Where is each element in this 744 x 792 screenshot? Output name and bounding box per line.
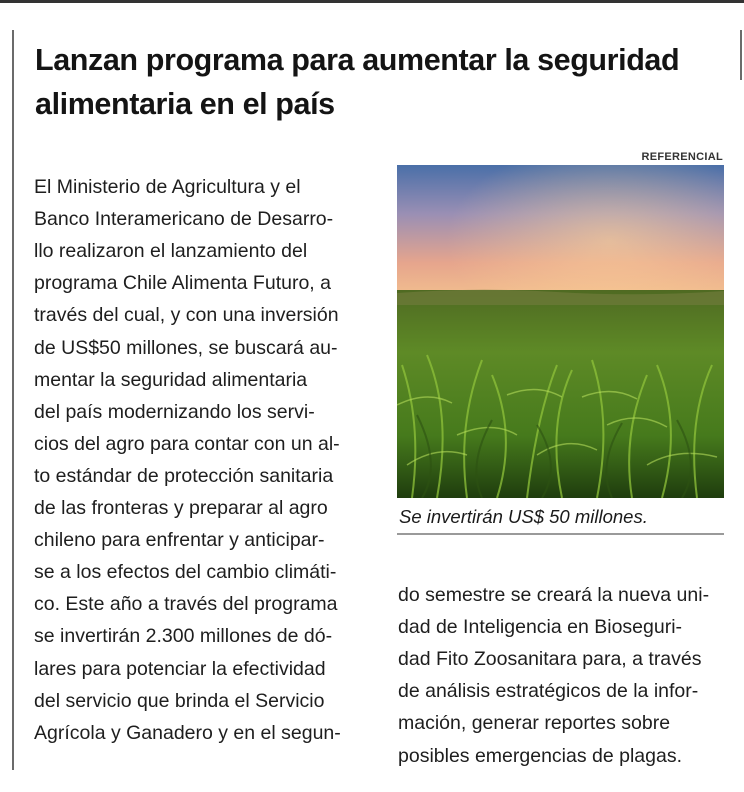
right-column-rule [740, 30, 742, 80]
body-text-line: se invertirán 2.300 millones de dó- [34, 625, 333, 648]
body-text-line: mentar la seguridad alimentaria [34, 368, 308, 391]
cornfield-photo [397, 165, 724, 498]
body-text-line: se a los efectos del cambio climáti- [34, 561, 337, 584]
caption-rule [397, 533, 724, 535]
body-text-line: cios del agro para contar con un al- [34, 432, 340, 455]
body-text-line: mación, generar reportes sobre [398, 712, 671, 735]
body-text-line: Agrícola y Ganadero y en el segun- [34, 721, 341, 744]
body-text-line: to estándar de protección sanitaria [34, 464, 334, 487]
body-text-line: de las fronteras y preparar al agro [34, 497, 328, 519]
body-text-line: lares para potenciar la efectividad [34, 657, 326, 680]
body-text-line: llo realizaron el lanzamiento del [34, 240, 308, 263]
body-text-line: Banco Interamericano de Desarro- [34, 208, 334, 231]
body-text-line: do semestre se creará la nueva uni- [398, 584, 710, 606]
body-text-line: de análisis estratégicos de la infor- [398, 680, 699, 703]
top-rule [0, 0, 744, 3]
body-text-line: El Ministerio de Agricultura y el [34, 176, 301, 198]
body-text-line: del servicio que brinda el Servicio [34, 689, 325, 712]
photo-caption: Se invertirán US$ 50 millones. [399, 506, 648, 527]
body-text-line: co. Este año a través del programa [34, 593, 338, 616]
body-text-line: dad Fito Zoosanitara para, a través [398, 648, 702, 671]
body-text-line: posibles emergencias de plagas. [398, 744, 683, 767]
body-text-line: del país modernizando los servi- [34, 400, 315, 423]
photo-credit: REFERENCIAL [641, 151, 723, 163]
body-text-line: de US$50 millones, se buscará au- [34, 336, 338, 359]
headline: Lanzan programa para aumentar la seguridad alimentaria en el país [35, 43, 680, 121]
body-text-line: chileno para enfrentar y anticipar- [34, 529, 325, 552]
body-text-line: través del cual, y con una inversión [34, 304, 339, 327]
body-text-line: programa Chile Alimenta Futuro, a [34, 272, 331, 295]
left-column-rule [12, 30, 14, 770]
body-text-line: dad de Inteligencia en Bioseguri- [398, 616, 683, 639]
